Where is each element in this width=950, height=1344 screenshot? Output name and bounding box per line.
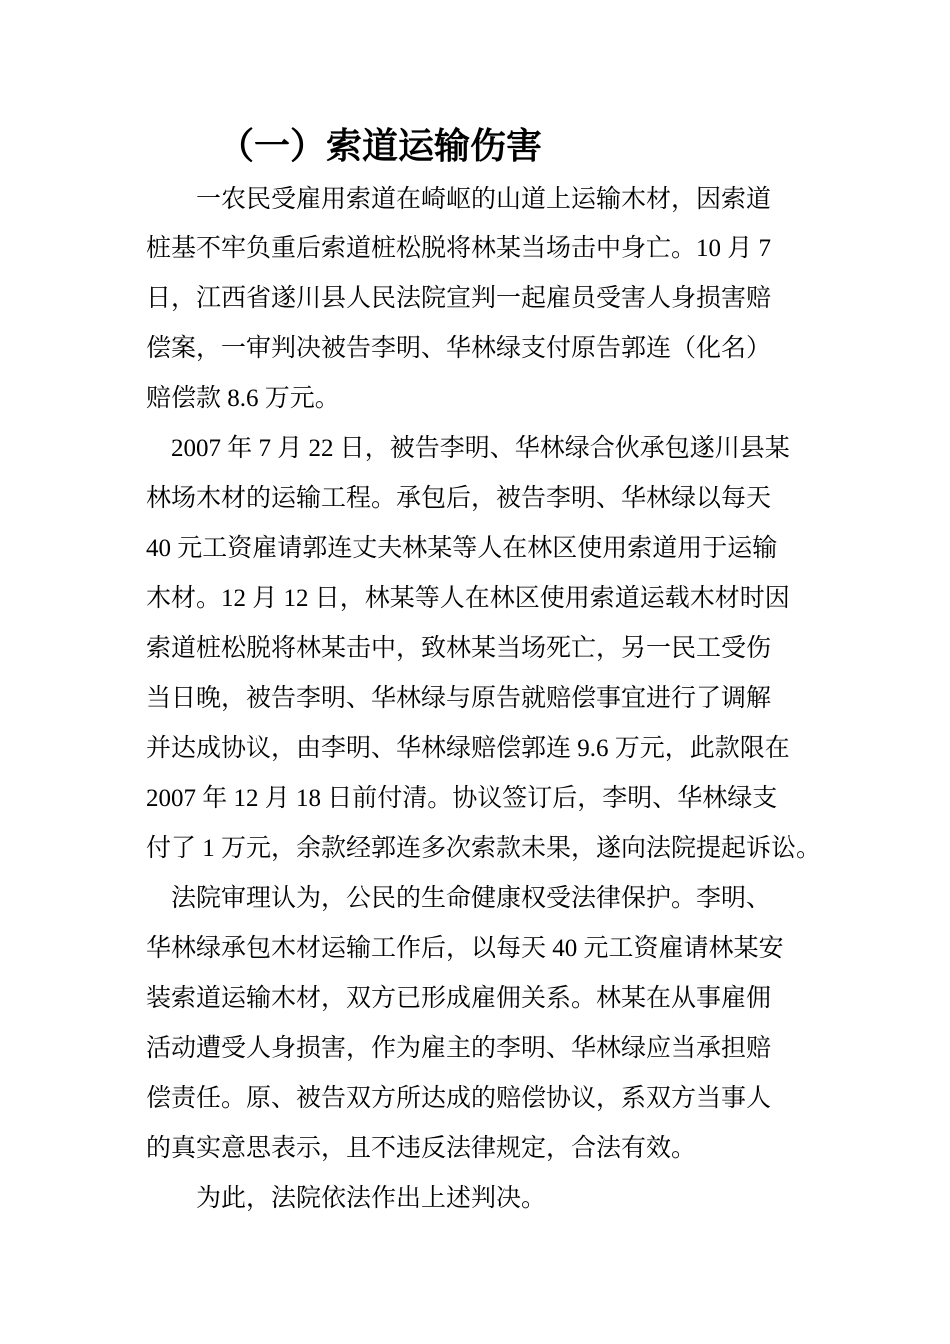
text-line: 赔偿款 8.6 万元。: [146, 385, 340, 412]
text-line: 偿责任。原、被告双方所达成的赔偿协议，系双方当事人: [146, 1085, 772, 1112]
text-line: 偿案，一审判决被告李明、华林绿支付原告郭连（化名）: [146, 335, 772, 362]
text-line: 的真实意思表示，且不违反法律规定，合法有效。: [146, 1135, 697, 1162]
text-line: 装索道运输木材，双方已形成雇佣关系。林某在从事雇佣: [146, 985, 772, 1012]
text-line: 活动遭受人身损害，作为雇主的李明、华林绿应当承担赔: [146, 1035, 772, 1062]
text-line: 当日晚，被告李明、华林绿与原告就赔偿事宜进行了调解: [146, 685, 772, 712]
text-line: 华林绿承包木材运输工作后，以每天 40 元工资雇请林某安: [146, 935, 784, 962]
text-line: 索道桩松脱将林某击中，致林某当场死亡，另一民工受伤: [146, 635, 772, 662]
text-line: 桩基不牢负重后索道桩松脱将林某当场击中身亡。10 月 7: [146, 235, 772, 262]
text-line: 日，江西省遂川县人民法院宣判一起雇员受害人身损害赔: [146, 285, 772, 312]
text-line: 木材。12 月 12 日，林某等人在林区使用索道运载木材时因: [146, 585, 790, 612]
text-line: 2007 年 12 月 18 日前付清。协议签订后，李明、华林绿支: [146, 785, 778, 812]
text-line: 40 元工资雇请郭连丈夫林某等人在林区使用索道用于运输: [146, 535, 778, 562]
text-line: 法院审理认为，公民的生命健康权受法律保护。李明、: [171, 885, 772, 912]
text-line: 并达成协议，由李明、华林绿赔偿郭连 9.6 万元，此款限在: [146, 735, 790, 762]
text-line: 一农民受雇用索道在崎岖的山道上运输木材，因索道: [196, 186, 772, 213]
text-line: 付了 1 万元，余款经郭连多次索款未果，遂向法院提起诉讼。: [146, 835, 822, 862]
text-line: 林场木材的运输工程。承包后，被告李明、华林绿以每天: [146, 485, 772, 512]
document-title: （一）索道运输伤害: [218, 125, 543, 167]
text-line: 为此，法院依法作出上述判决。: [196, 1185, 547, 1212]
text-line: 2007 年 7 月 22 日，被告李明、华林绿合伙承包遂川县某: [171, 435, 790, 462]
